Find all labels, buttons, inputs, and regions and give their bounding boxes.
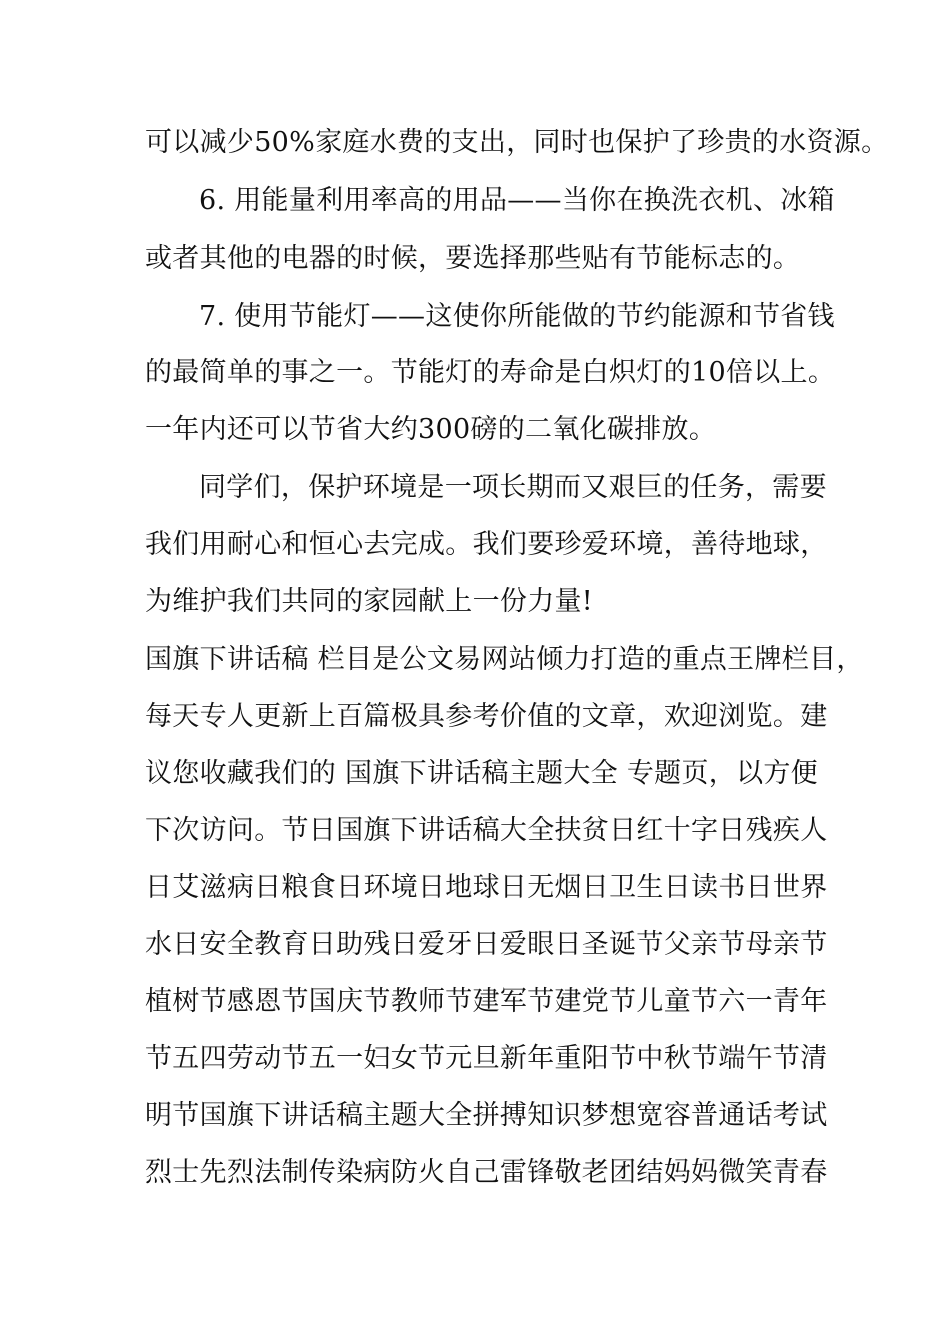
text-line: 同学们，保护环境是一项长期而又艰巨的任务，需要 xyxy=(199,472,827,503)
text-line: 明节国旗下讲话稿主题大全拼搏知识梦想宽容普通话考试 xyxy=(145,1100,828,1131)
text-line: 烈士先烈法制传染病防火自己雷锋敬老团结妈妈微笑青春 xyxy=(145,1157,828,1188)
text-line: 植树节感恩节国庆节教师节建军节建党节儿童节六一青年 xyxy=(145,986,828,1017)
text-line: 的最简单的事之一。节能灯的寿命是白炽灯的10倍以上。 xyxy=(145,357,836,388)
text-line: 下次访问。节日国旗下讲话稿大全扶贫日红十字日残疾人 xyxy=(145,815,828,846)
text-line: 7. 使用节能灯——这使你所能做的节约能源和节省钱 xyxy=(199,301,835,332)
text-line: 我们用耐心和恒心去完成。我们要珍爱环境，善待地球， xyxy=(145,529,828,560)
text-line: 可以减少50%家庭水费的支出，同时也保护了珍贵的水资源。 xyxy=(145,127,889,158)
text-line: 每天专人更新上百篇极具参考价值的文章，欢迎浏览。建 xyxy=(145,701,828,732)
text-line: 一年内还可以节省大约300磅的二氧化碳排放。 xyxy=(145,414,717,445)
text-line: 议您收藏我们的 国旗下讲话稿主题大全 专题页，以方便 xyxy=(145,758,818,789)
text-line: 日艾滋病日粮食日环境日地球日无烟日卫生日读书日世界 xyxy=(145,872,828,903)
text-line: 水日安全教育日助残日爱牙日爱眼日圣诞节父亲节母亲节 xyxy=(145,929,828,960)
text-line: 或者其他的电器的时候，要选择那些贴有节能标志的。 xyxy=(145,243,801,274)
text-line: 为维护我们共同的家园献上一份力量! xyxy=(145,586,593,617)
text-line: 国旗下讲话稿 栏目是公文易网站倾力打造的重点王牌栏目， xyxy=(145,644,864,675)
text-line: 6. 用能量利用率高的用品——当你在换洗衣机、冰箱 xyxy=(199,185,835,216)
text-line: 节五四劳动节五一妇女节元旦新年重阳节中秋节端午节清 xyxy=(145,1043,828,1074)
